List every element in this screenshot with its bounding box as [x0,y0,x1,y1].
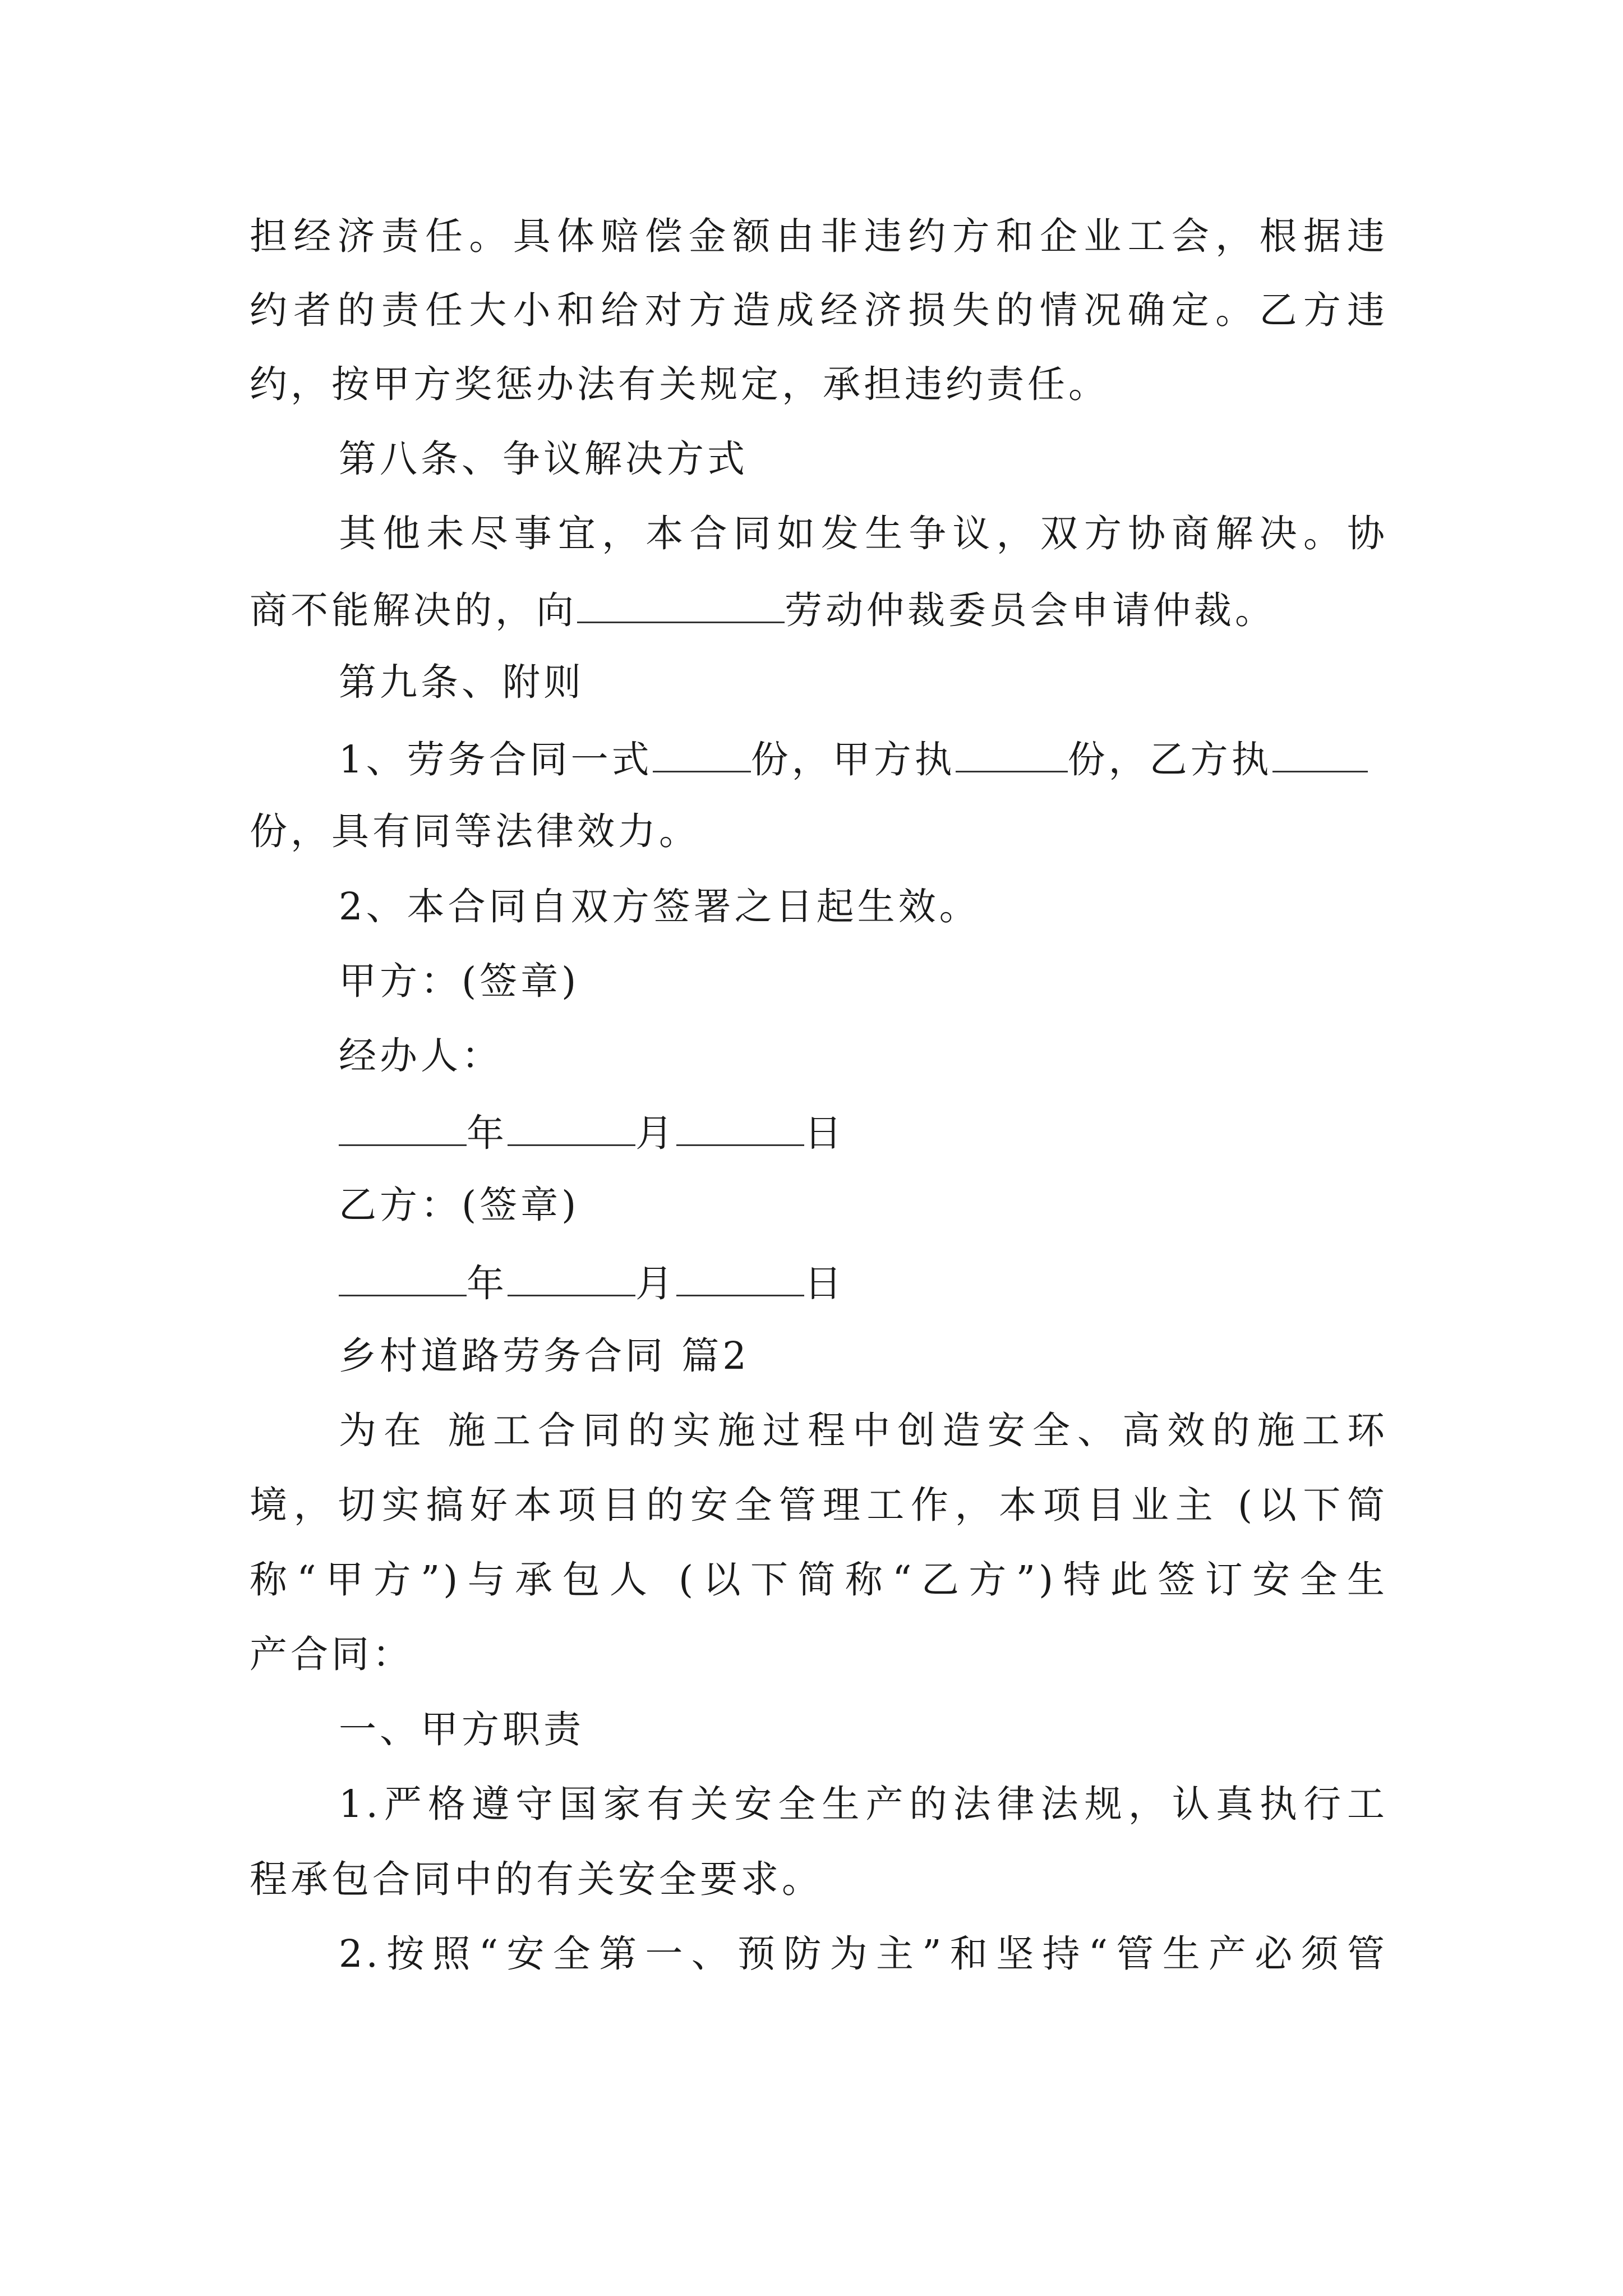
arbitration-prefix: 商不能解决的，向 [250,588,577,632]
paragraph-line: 为在 施工合同的实施过程中创造安全、高效的施工环 [339,1409,1388,1452]
blank-copies-party-b [1272,738,1368,772]
document-title: 乡村道路劳务合同 篇2 [339,1334,750,1378]
date-line-party-b [339,1262,1388,1303]
paragraph-line: 产合同： [250,1632,413,1676]
copies-text-1: 1、劳务合同一式 [339,738,653,781]
paragraph-line: 境，切实搞好本项目的安全管理工作，本项目业主 (以下简 [250,1483,1388,1527]
paragraph-line: 其他未尽事宜，本合同如发生争议，双方协商解决。协 [339,512,1388,555]
party-a-signature: 甲方：(签章) [339,959,580,1003]
paragraph-line: 约者的责任大小和给对方造成经济损失的情况确定。乙方违 [250,288,1388,332]
copies-text-2: 份，甲方执 [750,738,956,781]
blank-copies-total [653,738,751,772]
paragraph-line: 担经济责任。具体赔偿金额由非违约方和企业工会，根据违 [250,214,1388,258]
paragraph-line: 2.按照“安全第一、预防为主”和坚持“管生产必须管 [339,1932,1388,1976]
blank-day [676,1262,804,1296]
copies-text-3: 份，乙方执 [1067,738,1272,781]
paragraph-line: 2、本合同自双方签署之日起生效。 [339,885,980,928]
copies-line [339,738,1388,779]
date-month-label: 月 [635,1111,676,1155]
paragraph-line: 1.严格遵守国家有关安全生产的法律法规，认真执行工 [339,1782,1388,1826]
blank-arbitration-body [577,589,785,623]
section-heading: 一、甲方职责 [339,1708,584,1751]
section-heading: 第九条、附则 [339,660,584,704]
date-year-label: 年 [467,1111,508,1155]
paragraph-line: 约，按甲方奖惩办法有关规定，承担违约责任。 [250,362,1109,406]
paragraph-line: 称“甲方”)与承包人 (以下简称“乙方”)特此签订安全生 [250,1558,1388,1602]
blank-month [508,1112,635,1146]
blank-copies-party-a [956,738,1068,772]
paragraph-line: 程承包合同中的有关安全要求。 [250,1857,823,1901]
paragraph-line: 份，具有同等法律效力。 [250,809,700,853]
party-b-signature: 乙方：(签章) [339,1183,580,1227]
blank-year [339,1112,467,1146]
date-line-party-a [339,1111,1388,1155]
arbitration-suffix: 劳动仲裁委员会申请仲裁。 [785,588,1276,632]
handler-signature: 经办人： [339,1034,502,1078]
blank-year [339,1262,467,1296]
blank-month [508,1262,635,1296]
section-heading: 第八条、争议解决方式 [339,437,748,481]
date-year-label: 年 [467,1262,508,1305]
date-month-label: 月 [635,1262,676,1305]
blank-day [676,1112,804,1146]
date-day-label: 日 [804,1262,845,1305]
date-day-label: 日 [804,1111,845,1155]
arbitration-line [250,588,1388,632]
